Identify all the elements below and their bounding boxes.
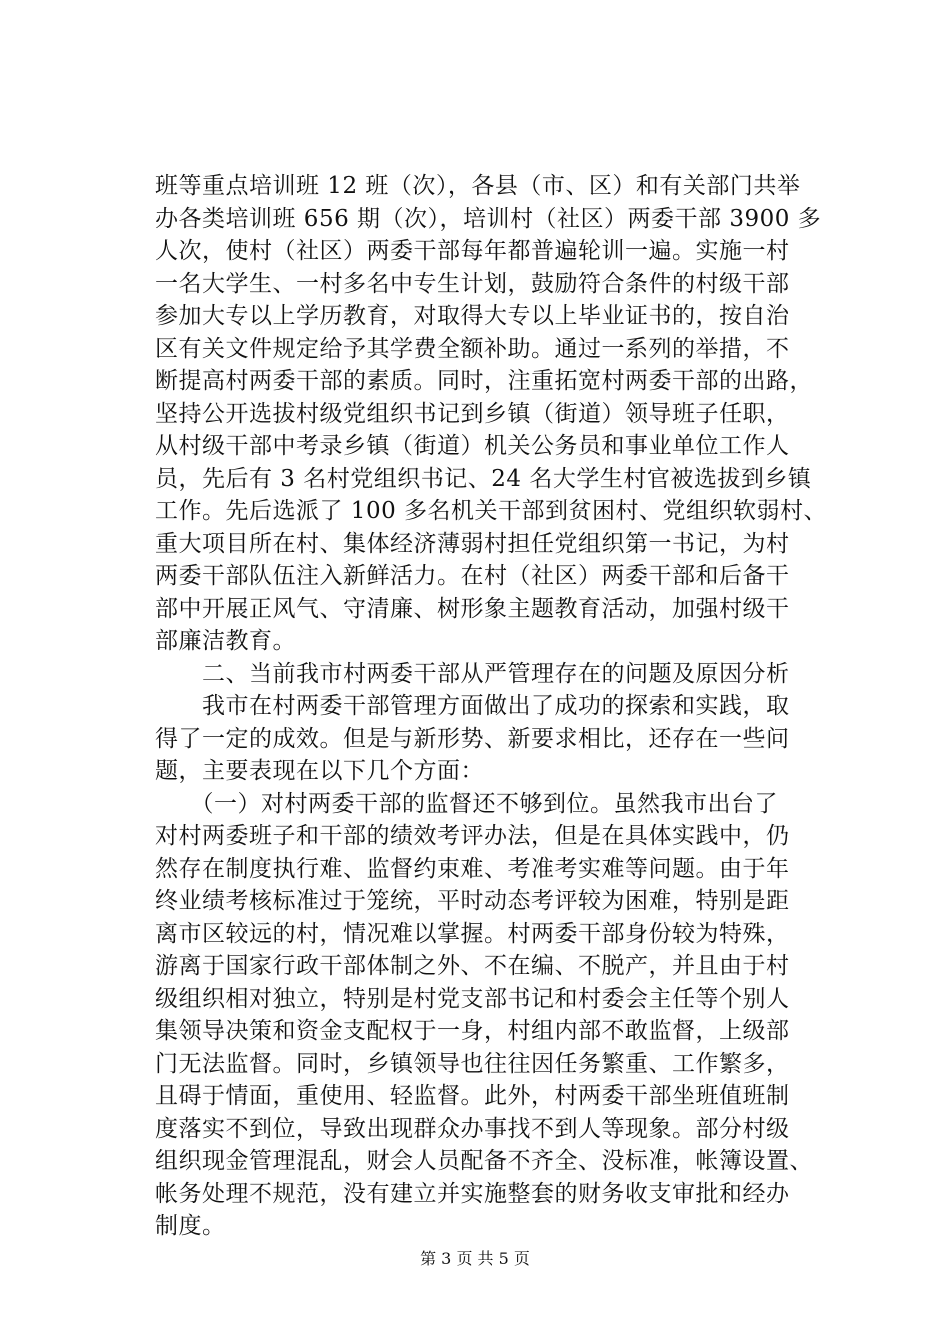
text-line: 且碍于情面，重使用、轻监督。此外，村两委干部坐班值班制	[155, 1083, 790, 1109]
text-line: 一名大学生、一村多名中专生计划，鼓励符合条件的村级干部	[155, 270, 790, 297]
text-line: 参加大专以上学历教育，对取得大专以上毕业证书的，按自治	[155, 303, 790, 329]
text-line: 两委干部队伍注入新鲜活力。在村（社区）两委干部和后备干	[155, 563, 790, 589]
text-line: 得了一定的成效。但是与新形势、新要求相比，还存在一些问	[155, 725, 790, 752]
text-line: 然存在制度执行难、监督约束难、考准考实难等问题。由于年	[155, 855, 790, 882]
text-line: 班等重点培训班 12 班（次），各县（市、区）和有关部门共举	[155, 173, 801, 199]
text-line: 题，主要表现在以下几个方面：	[155, 758, 484, 784]
text-line: 集领导决策和资金支配权于一身，村组内部不敢监督，上级部	[155, 1018, 790, 1044]
text-line: （一）对村两委干部的监督还不够到位。虽然我市出台了	[155, 790, 778, 817]
text-line: 区有关文件规定给予其学费全额补助。通过一系列的举措，不	[155, 335, 790, 362]
section-heading: 二、当前我市村两委干部从严管理存在的问题及原因分析	[155, 660, 790, 687]
text-line: 员，先后有 3 名村党组织书记、24 名大学生村官被选拔到乡镇	[155, 465, 812, 492]
text-line: 级组织相对独立，特别是村党支部书记和村委会主任等个别人	[155, 985, 790, 1012]
text-line: 帐务处理不规范，没有建立并实施整套的财务收支审批和经办	[155, 1180, 790, 1207]
text-line: 坚持公开选拔村级党组织书记到乡镇（街道）领导班子任职，	[155, 400, 790, 427]
text-line: 工作。先后选派了 100 多名机关干部到贫困村、党组织软弱村、	[155, 498, 828, 524]
text-line: 门无法监督。同时，乡镇领导也往往因任务繁重、工作繁多，	[155, 1050, 790, 1077]
page-footer: 第 3 页 共 5 页	[420, 1249, 530, 1268]
text-line: 对村两委班子和干部的绩效考评办法，但是在具体实践中，仍	[155, 823, 790, 849]
text-line: 部中开展正风气、守清廉、树形象主题教育活动，加强村级干	[155, 595, 790, 622]
text-line: 组织现金管理混乱，财会人员配备不齐全、没标准，帐簿设置、	[155, 1148, 813, 1174]
text-line: 从村级干部中考录乡镇（街道）机关公务员和事业单位工作人	[155, 433, 790, 459]
body-text	[155, 170, 828, 1243]
text-line: 游离于国家行政干部体制之外、不在编、不脱产，并且由于村	[155, 953, 790, 979]
text-line: 人次，使村（社区）两委干部每年都普遍轮训一遍。实施一村	[155, 238, 790, 264]
text-line: 度落实不到位，导致出现群众办事找不到人等现象。部分村级	[155, 1115, 790, 1142]
text-line: 我市在村两委干部管理方面做出了成功的探索和实践，取	[155, 693, 790, 719]
text-line: 终业绩考核标准过于笼统，平时动态考评较为困难，特别是距	[155, 888, 790, 914]
text-line: 断提高村两委干部的素质。同时，注重拓宽村两委干部的出路，	[155, 368, 813, 394]
text-line: 办各类培训班 656 期（次），培训村（社区）两委干部 3900 多	[155, 205, 822, 232]
text-line: 离市区较远的村，情况难以掌握。村两委干部身份较为特殊，	[155, 920, 790, 947]
text-line: 重大项目所在村、集体经济薄弱村担任党组织第一书记，为村	[155, 530, 790, 557]
text-line: 部廉洁教育。	[155, 628, 296, 654]
text-line: 制度。	[155, 1213, 226, 1239]
